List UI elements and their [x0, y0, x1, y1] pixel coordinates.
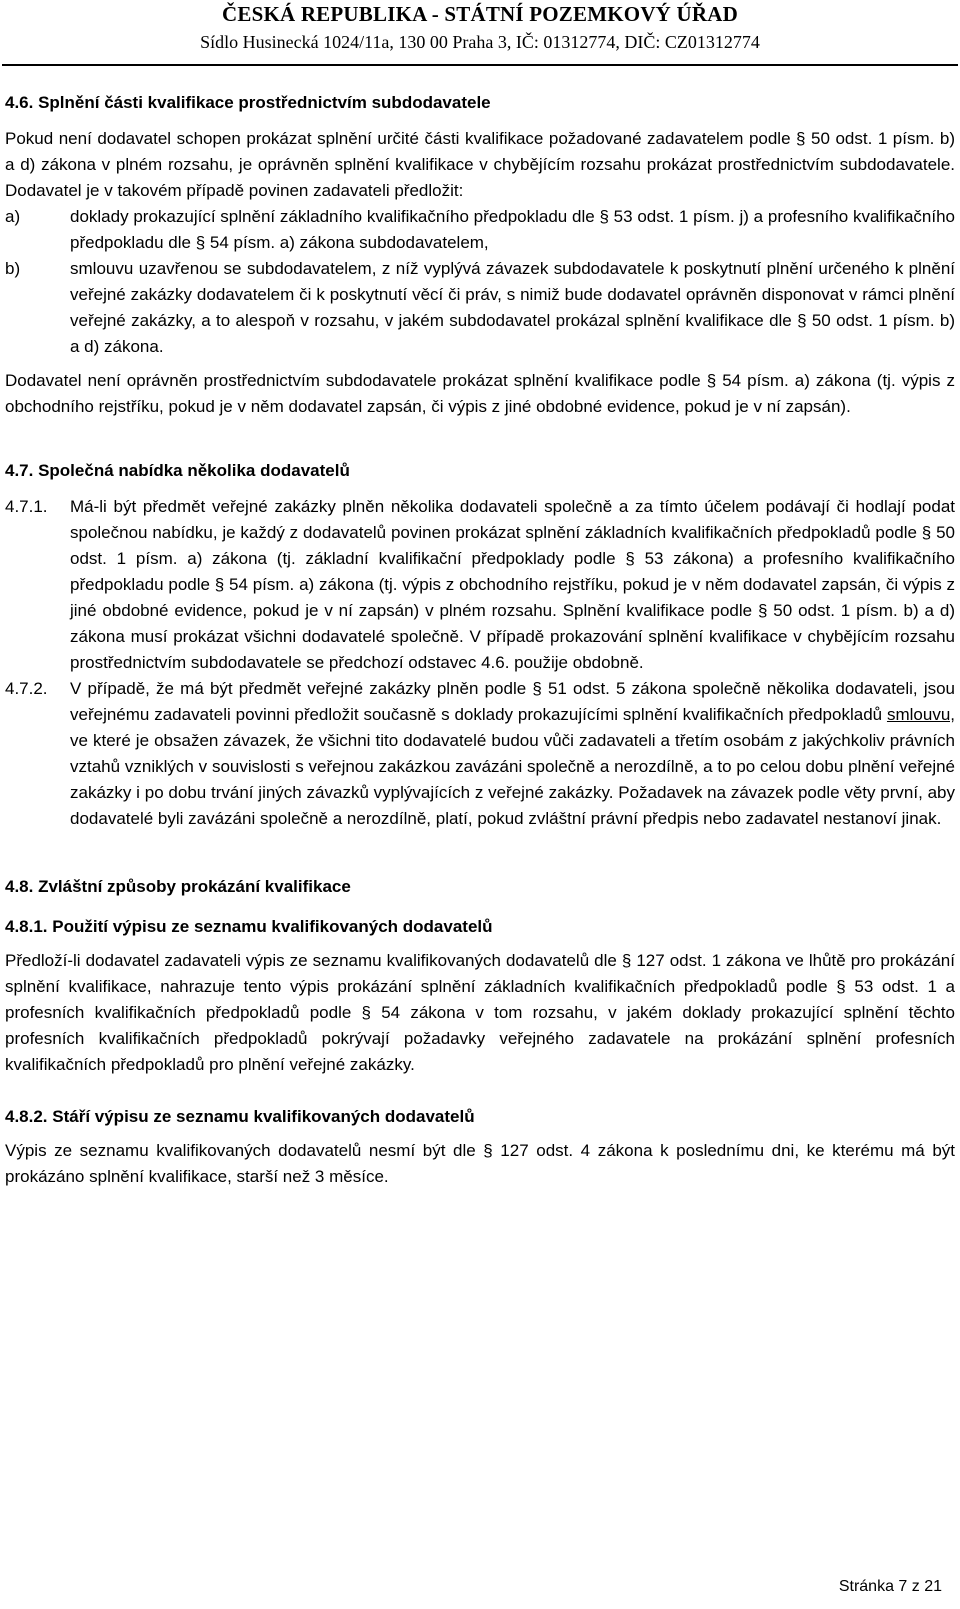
list-item — [5, 676, 955, 832]
list-item-text-cont: ve které je obsažen závazek, že všichni tito dodavatelé budou vůči zadavateli a třetím osobám z jakýchkoliv právních vztahů vzniklých v souvislosti s veřejnou zakázkou zavázáni společně a nerozdílně, a to po celou dobu plnění veřejné zakázky i po dobu trvání jiných závazků vyplývajících z veřejné zakázky. Požadavek na závazek podle věty první, aby dodavatelé byli zavázáni společně a nerozdílně, platí, pokud zvláštní právní předpis nebo zadavatel nestanoví jinak. — [70, 731, 955, 828]
list-item-label: 4.7.1. — [5, 497, 48, 516]
list-item-label: a) — [5, 207, 21, 226]
section-4-8-2-text: Výpis ze seznamu kvalifikovaných dodavatelů nesmí být dle § 127 odst. 4 zákona k poslednímu dni, ke kterému má být prokázáno splnění kvalifikace, starší než 3 měsíce. — [5, 1141, 955, 1186]
section-4-8-1-text: Předloží-li dodavatel zadavateli výpis ze seznamu kvalifikovaných dodavatelů dle § 127 odst. 1 zákona ve lhůtě pro prokázání splnění kvalifikace, nahrazuje tento výpis prokázání splnění základních kvalifikačních předpokladů podle § 53 odst. 1 a profesních kvalifikačních předpokladů podle § 54 zákona v tom rozsahu, v jakém doklady prokazující splnění těchto profesních kvalifikačních předpokladů pokrývají požadavky veřejného zadavatele na prokázání splnění profesních kvalifikačních předpokladů pro plnění veřejné zakázky. — [5, 951, 955, 1074]
list-item-text: Má-li být předmět veřejné zakázky plněn několika dodavateli společně a za tímto účelem podávají či hodlají podat společnou nabídku, je každý z dodavatelů povinen prokázat splnění základních kvalifikačních předpokladů podle § 50 odst. 1 písm. a) zákona (tj. základní kvalifikační předpoklady podle § 53 zákona) a profesního kvalifikačního předpokladu podle § 54 písm. a) zákona (tj. výpis z obchodního rejstříku, pokud je v něm dodavatel zapsán, či výpis z jiné obdobné evidence, pokud je v ní zapsán) v plném rozsahu. Splnění kvalifikace podle § 50 odst. 1 písm. b) a d) zákona musí prokázat všichni dodavatelé společně. V případě prokazování splnění kvalifikace v chybějícím rozsahu prostřednictvím subdodavatele se předchozí odstavec 4.6. použije obdobně. — [70, 497, 955, 672]
document-body — [5, 90, 955, 1190]
contract-underlined: smlouvu, — [886, 705, 955, 724]
section-4-8-1-heading: 4.8.1. Použití výpisu ze seznamu kvalifikovaných dodavatelů — [5, 917, 493, 936]
header-title: ČESKÁ REPUBLIKA - STÁTNÍ POZEMKOVÝ ÚŘAD — [222, 2, 738, 26]
section-4-6-list — [5, 204, 955, 360]
header-address: Sídlo Husinecká 1024/11a, 130 00 Praha 3, IČ: 01312774, DIČ: CZ01312774 — [200, 32, 760, 52]
list-item — [5, 256, 955, 360]
list-item — [5, 494, 955, 676]
list-item-label: 4.7.2. — [5, 679, 48, 698]
header-rule — [2, 64, 958, 66]
list-item-text: V případě, že má být předmět veřejné zakázky plněn podle § 51 odst. 5 zákona společně několika dodavateli, jsou veřejnému zadavateli povinni předložit současně s doklady prokazujícími splnění kvalifikačních předpokladů — [70, 679, 955, 724]
list-item-label: b) — [5, 259, 21, 278]
list-item-text: doklady prokazující splnění základního kvalifikačního předpokladu dle § 53 odst. 1 písm. j) a profesního kvalifikačního předpokladu dle § 54 písm. a) zákona subdodavatelem, — [70, 207, 955, 252]
section-4-6-note: Dodavatel není oprávněn prostřednictvím subdodavatele prokázat splnění kvalifikace podle § 54 písm. a) zákona (tj. výpis z obchodního rejstříku, pokud je v něm dodavatel zapsán, či výpis z jiné obdobné evidence, pokud je v ní zapsán). — [5, 371, 955, 416]
list-item-text: smlouvu uzavřenou se subdodavatelem, z níž vyplývá závazek subdodavatele k poskytnutí plnění určeného k plnění veřejné zakázky dodavatelem či k poskytnutí věcí či práv, s nimiž bude dodavatel oprávněn disponovat v rámci plnění veřejné zakázky, a to alespoň v rozsahu, v jakém subdodavatel prokázal splnění kvalifikace dle § 50 odst. 1 písm. b) a d) zákona. — [70, 259, 955, 356]
section-4-6-heading: 4.6. Splnění části kvalifikace prostřednictvím subdodavatele — [5, 93, 491, 112]
section-4-8-heading: 4.8. Zvláštní způsoby prokázání kvalifikace — [5, 877, 351, 896]
section-4-8-2-heading: 4.8.2. Stáří výpisu ze seznamu kvalifikovaných dodavatelů — [5, 1107, 475, 1126]
page-number: Stránka 7 z 21 — [838, 1578, 942, 1595]
section-4-7-heading: 4.7. Společná nabídka několika dodavatelů — [5, 461, 350, 480]
section-4-6-intro: Pokud není dodavatel schopen prokázat splnění určité části kvalifikace požadované zadavatelem podle § 50 odst. 1 písm. b) a d) zákona v plném rozsahu, je oprávněn splnění kvalifikace v chybějícím rozsahu prokázat prostřednictvím subdodavatele. Dodavatel je v takovém případě povinen zadavateli předložit: — [5, 129, 955, 200]
list-item — [5, 204, 955, 256]
